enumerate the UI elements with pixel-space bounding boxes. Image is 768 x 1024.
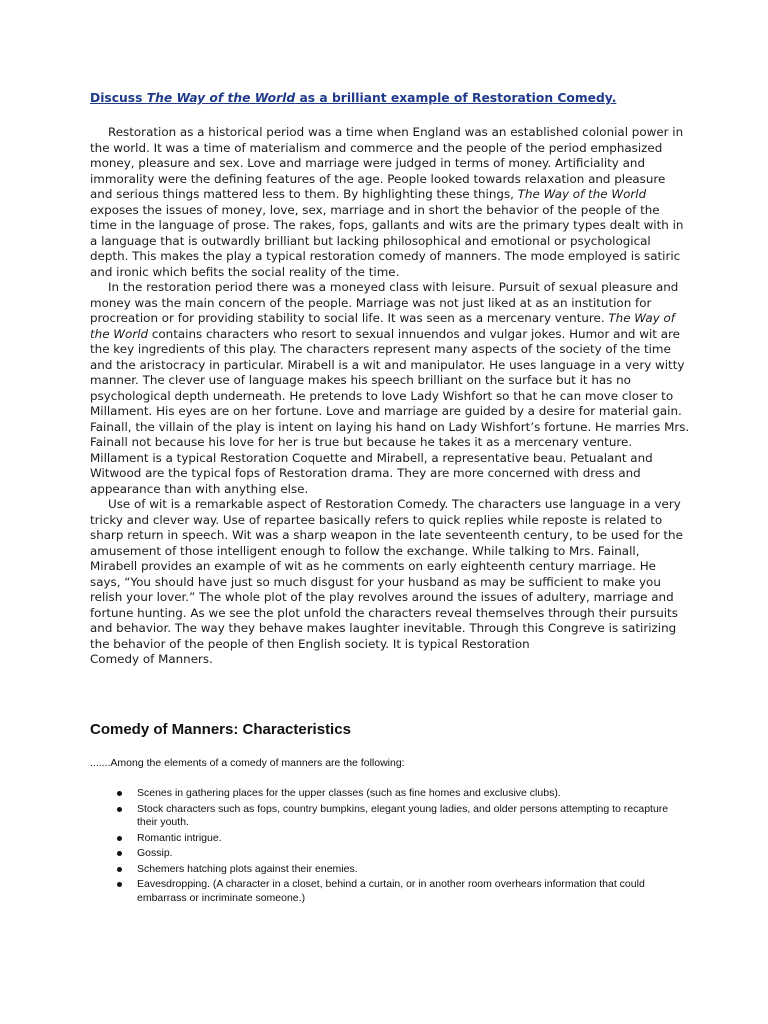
- list-item: [90, 787, 690, 801]
- essay-body: [90, 125, 690, 668]
- paragraph-1-text-b: exposes the issues of money, love, sex, marriage and in short the behavior of the people of the time in the language of prose. The rakes, fops, gallants and wits are the primary types dealt with in a language that is outwardly brilliant but lacking philosophical and emotional or psychological depth. This makes the play a typical restoration comedy of manners. The mode employed is satiric and ironic which befits the social reality of the time.: [90, 202, 684, 279]
- paragraph-2-text-a: In the restoration period there was a moneyed class with leisure. Pursuit of sexual pleasure and money was the main concern of the people. Marriage was not just liked at as an institution for procreation or for providing stability to social life. It was seen as a mercenary venture.: [90, 280, 679, 325]
- title-play-name: The Way of the World: [146, 91, 296, 105]
- list-item-text: Romantic intrigue.: [137, 831, 222, 844]
- section-heading: Comedy of Manners: Characteristics: [90, 721, 351, 738]
- list-item-text: Stock characters such as fops, country bumpkins, elegant young ladies, and older persons attempting to recapture their youth.: [137, 802, 669, 828]
- characteristics-list: [90, 787, 690, 907]
- paragraph-1-text-a: Restoration as a historical period was a time when England was an established colonial power in the world. It was a time of materialism and commerce and the people of the period emphasized money, pleasure and sex. Love and marriage were judged in terms of money. Artificiality and immorality were the defining features of the age. People looked towards relaxation and pleasure and serious things mattered less to them. By highlighting these things,: [90, 125, 684, 201]
- list-item-text: Scenes in gathering places for the upper classes (such as fine homes and exclusive clubs).: [137, 787, 561, 799]
- paragraph-2-text-b: contains characters who resort to sexual innuendos and vulgar jokes. Humor and wit are the key ingredients of this play. The characters represent many aspects of the society of the time and the aristocracy in particular. Mirabell is a wit and manipulator. He uses language in a very witty manner. The clever use of language makes his speech brilliant on the surface but it has no psychological depth underneath. He pretends to love Lady Wishfort so that he can move closer to Millament. His eyes are on her fortune. Love and marriage are guided by a desire for material gain. Fainall, the villain of the play is intent on laying his hand on Lady Wishfort’s fortune. He marries Mrs. Fainall not because his love for her is true but because he takes it as a mercenary venture. Millament is a typical Restoration Coquette and Mirabell, a representative beau. Petualant and Witwood are the typical fops of Restoration drama. They are more concerned with dress and appearance than with anything else.: [90, 326, 690, 496]
- title-suffix: as a brilliant example of Restoration Comedy.: [295, 91, 617, 105]
- list-item-text: Schemers hatching plots against their enemies.: [137, 862, 358, 875]
- list-item-text: Eavesdropping. (A character in a closet, behind a curtain, or in another room overhears information that could embarrass or incriminate someone.): [137, 878, 645, 904]
- list-item: [90, 878, 690, 905]
- paragraph-moneyed-class: [90, 280, 690, 497]
- list-item: [90, 847, 690, 861]
- bullet-icon: [117, 851, 122, 856]
- bullet-icon: [117, 882, 122, 887]
- bullet-icon: [117, 807, 122, 812]
- list-item: [90, 832, 690, 846]
- paragraph-1-play-title: The Way of the World: [517, 187, 647, 201]
- title-prefix: Discuss: [90, 91, 147, 105]
- paragraph-closing-line: Comedy of Manners.: [90, 652, 213, 666]
- paragraph-use-of-wit: Use of wit is a remarkable aspect of Restoration Comedy. The characters use language in a very tricky and clever way. Use of repartee basically refers to quick replies while reposte is related to sharp return in speech. Wit was a sharp weapon in the late seventeenth century, to be used for the amusement of those intelligent enough to follow the exchange. While talking to Mrs. Fainall, Mirabell provides an example of wit as he comments on early eighteenth century marriage. He says, “You should have just so much disgust for your husband as may be sufficient to make you relish your lover.” The whole plot of the play revolves around the issues of adultery, marriage and fortune hunting. As we see the plot unfold the characters reveal themselves through their pursuits and behavior. The way they behave makes laughter inevitable. Through this Congreve is satirizing the behavior of the people of then English society. It is typical Restoration: [90, 497, 683, 651]
- list-item-text: Gossip.: [137, 847, 173, 859]
- list-item: [90, 863, 690, 877]
- essay-title: [90, 90, 730, 106]
- bullet-icon: [117, 867, 122, 872]
- paragraph-historical-period: [90, 125, 690, 280]
- bullet-icon: [117, 836, 122, 841]
- list-item: [90, 803, 690, 830]
- paragraph-2-play-title: The Way of the World: [90, 311, 675, 341]
- section-intro: .......Among the elements of a comedy of manners are the following:: [90, 757, 405, 769]
- bullet-icon: [117, 791, 122, 796]
